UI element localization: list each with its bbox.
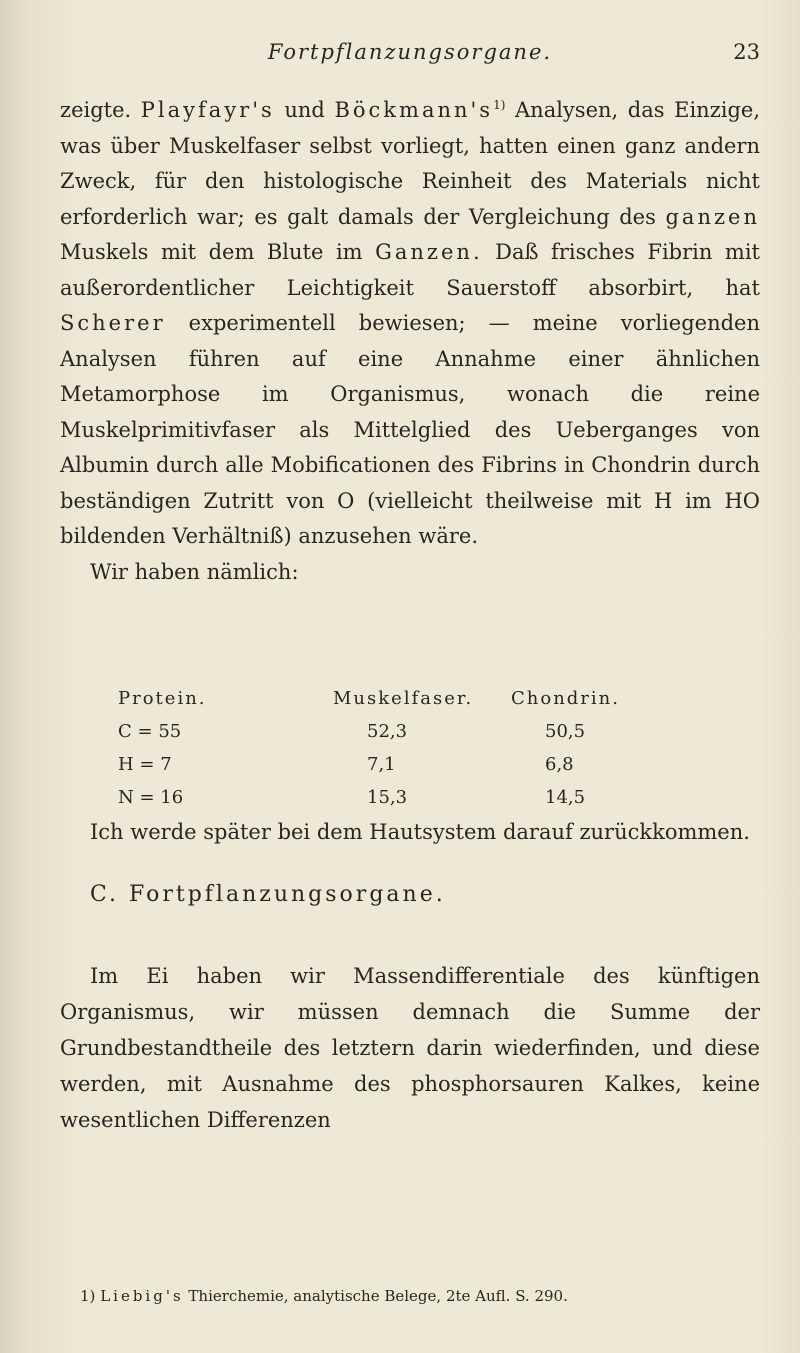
element-symbol: N <box>118 787 134 808</box>
value: 55 <box>158 721 182 742</box>
table-cell: 14,5 <box>545 787 586 808</box>
section-heading <box>60 882 760 907</box>
table-cell: C = 55 <box>118 721 182 742</box>
composition-table <box>118 688 718 820</box>
element-symbol: H <box>118 754 134 775</box>
column-header: Chondrin. <box>511 688 620 709</box>
text-run: Ich werde später bei dem Hautsystem darauf zurückkommen. <box>90 820 750 844</box>
table-cell: 15,3 <box>367 787 408 808</box>
intro-line: Wir haben nämlich: <box>90 559 299 584</box>
table-row <box>118 754 718 787</box>
value: 7 <box>160 754 172 775</box>
page-header <box>60 40 760 70</box>
text-run: zeigte. <box>60 98 141 122</box>
text-run: Daß frisches Fibrin mit außerordentlicher Leichtigkeit Sauerstoff absorbirt, hat <box>60 240 760 300</box>
footnote-marker: 1) <box>80 1287 96 1305</box>
author-name: Playfayr's <box>140 98 275 122</box>
section-title: Fortpflanzungsorgane. <box>129 882 446 907</box>
column-header: Protein. <box>118 688 207 709</box>
emphasis: Ganzen. <box>375 240 483 264</box>
text-run: Muskels mit dem Blute im <box>60 240 376 264</box>
after-table-line <box>60 815 760 851</box>
table-cell: 50,5 <box>545 721 586 742</box>
main-paragraph <box>60 88 760 590</box>
running-head: Fortpflanzungsorgane. <box>267 40 553 64</box>
table-cell: 6,8 <box>545 754 574 775</box>
element-symbol: C <box>118 721 132 742</box>
section-letter: C. <box>90 882 120 907</box>
footnote-ref: 1) <box>493 98 506 112</box>
emphasis: ganzen <box>665 204 760 229</box>
section-paragraph <box>60 937 760 1159</box>
text-run: experimentell bewiesen; — meine vorliegenden Analysen führen auf eine Annahme einer ähnlichen Metamorphose im Organismus, wonach die reine Muskelprimitivfaser als Mittelglied des Ueberganges von Albumin durch alle Mobificationen des Fibrins in Chondrin durch beständigen Zutritt von O (vielleicht theilweise mit H im HO bildenden Verhältniß) anzusehen wäre. <box>60 311 760 548</box>
table-cell: 52,3 <box>367 721 408 742</box>
footnote-author: Liebig's <box>100 1287 184 1305</box>
section-text: Im Ei haben wir Massendifferentiale des künftigen Organismus, wir müssen demnach die Summe der Grundbestandtheile des letztern darin wiederfinden, und diese werden, mit Ausnahme des phosphorsauren Kalkes, keine wesentlichen Differenzen <box>60 964 760 1132</box>
footnote <box>80 1287 760 1305</box>
table-cell: H = 7 <box>118 754 172 775</box>
column-header: Muskelfaser. <box>333 688 474 709</box>
author-name: Böckmann's <box>334 98 494 122</box>
author-name: Scherer <box>60 311 166 335</box>
text-run: und <box>274 98 335 122</box>
text-run: Analysen, das Einzige, was über Muskelfaser selbst vorliegt, hatten einen ganz andern Zweck, für den histologische Reinheit des Materials nicht erforderlich war; es galt damals der Vergleichung des <box>60 98 761 229</box>
table-cell: N = 16 <box>118 787 184 808</box>
footnote-text: Thierchemie, analytische Belege, 2te Aufl. S. 290. <box>183 1287 568 1305</box>
page-number: 23 <box>733 40 760 64</box>
table-cell: 7,1 <box>367 754 396 775</box>
value: 16 <box>160 787 184 808</box>
table-header-row <box>118 688 718 721</box>
table-row <box>118 721 718 754</box>
